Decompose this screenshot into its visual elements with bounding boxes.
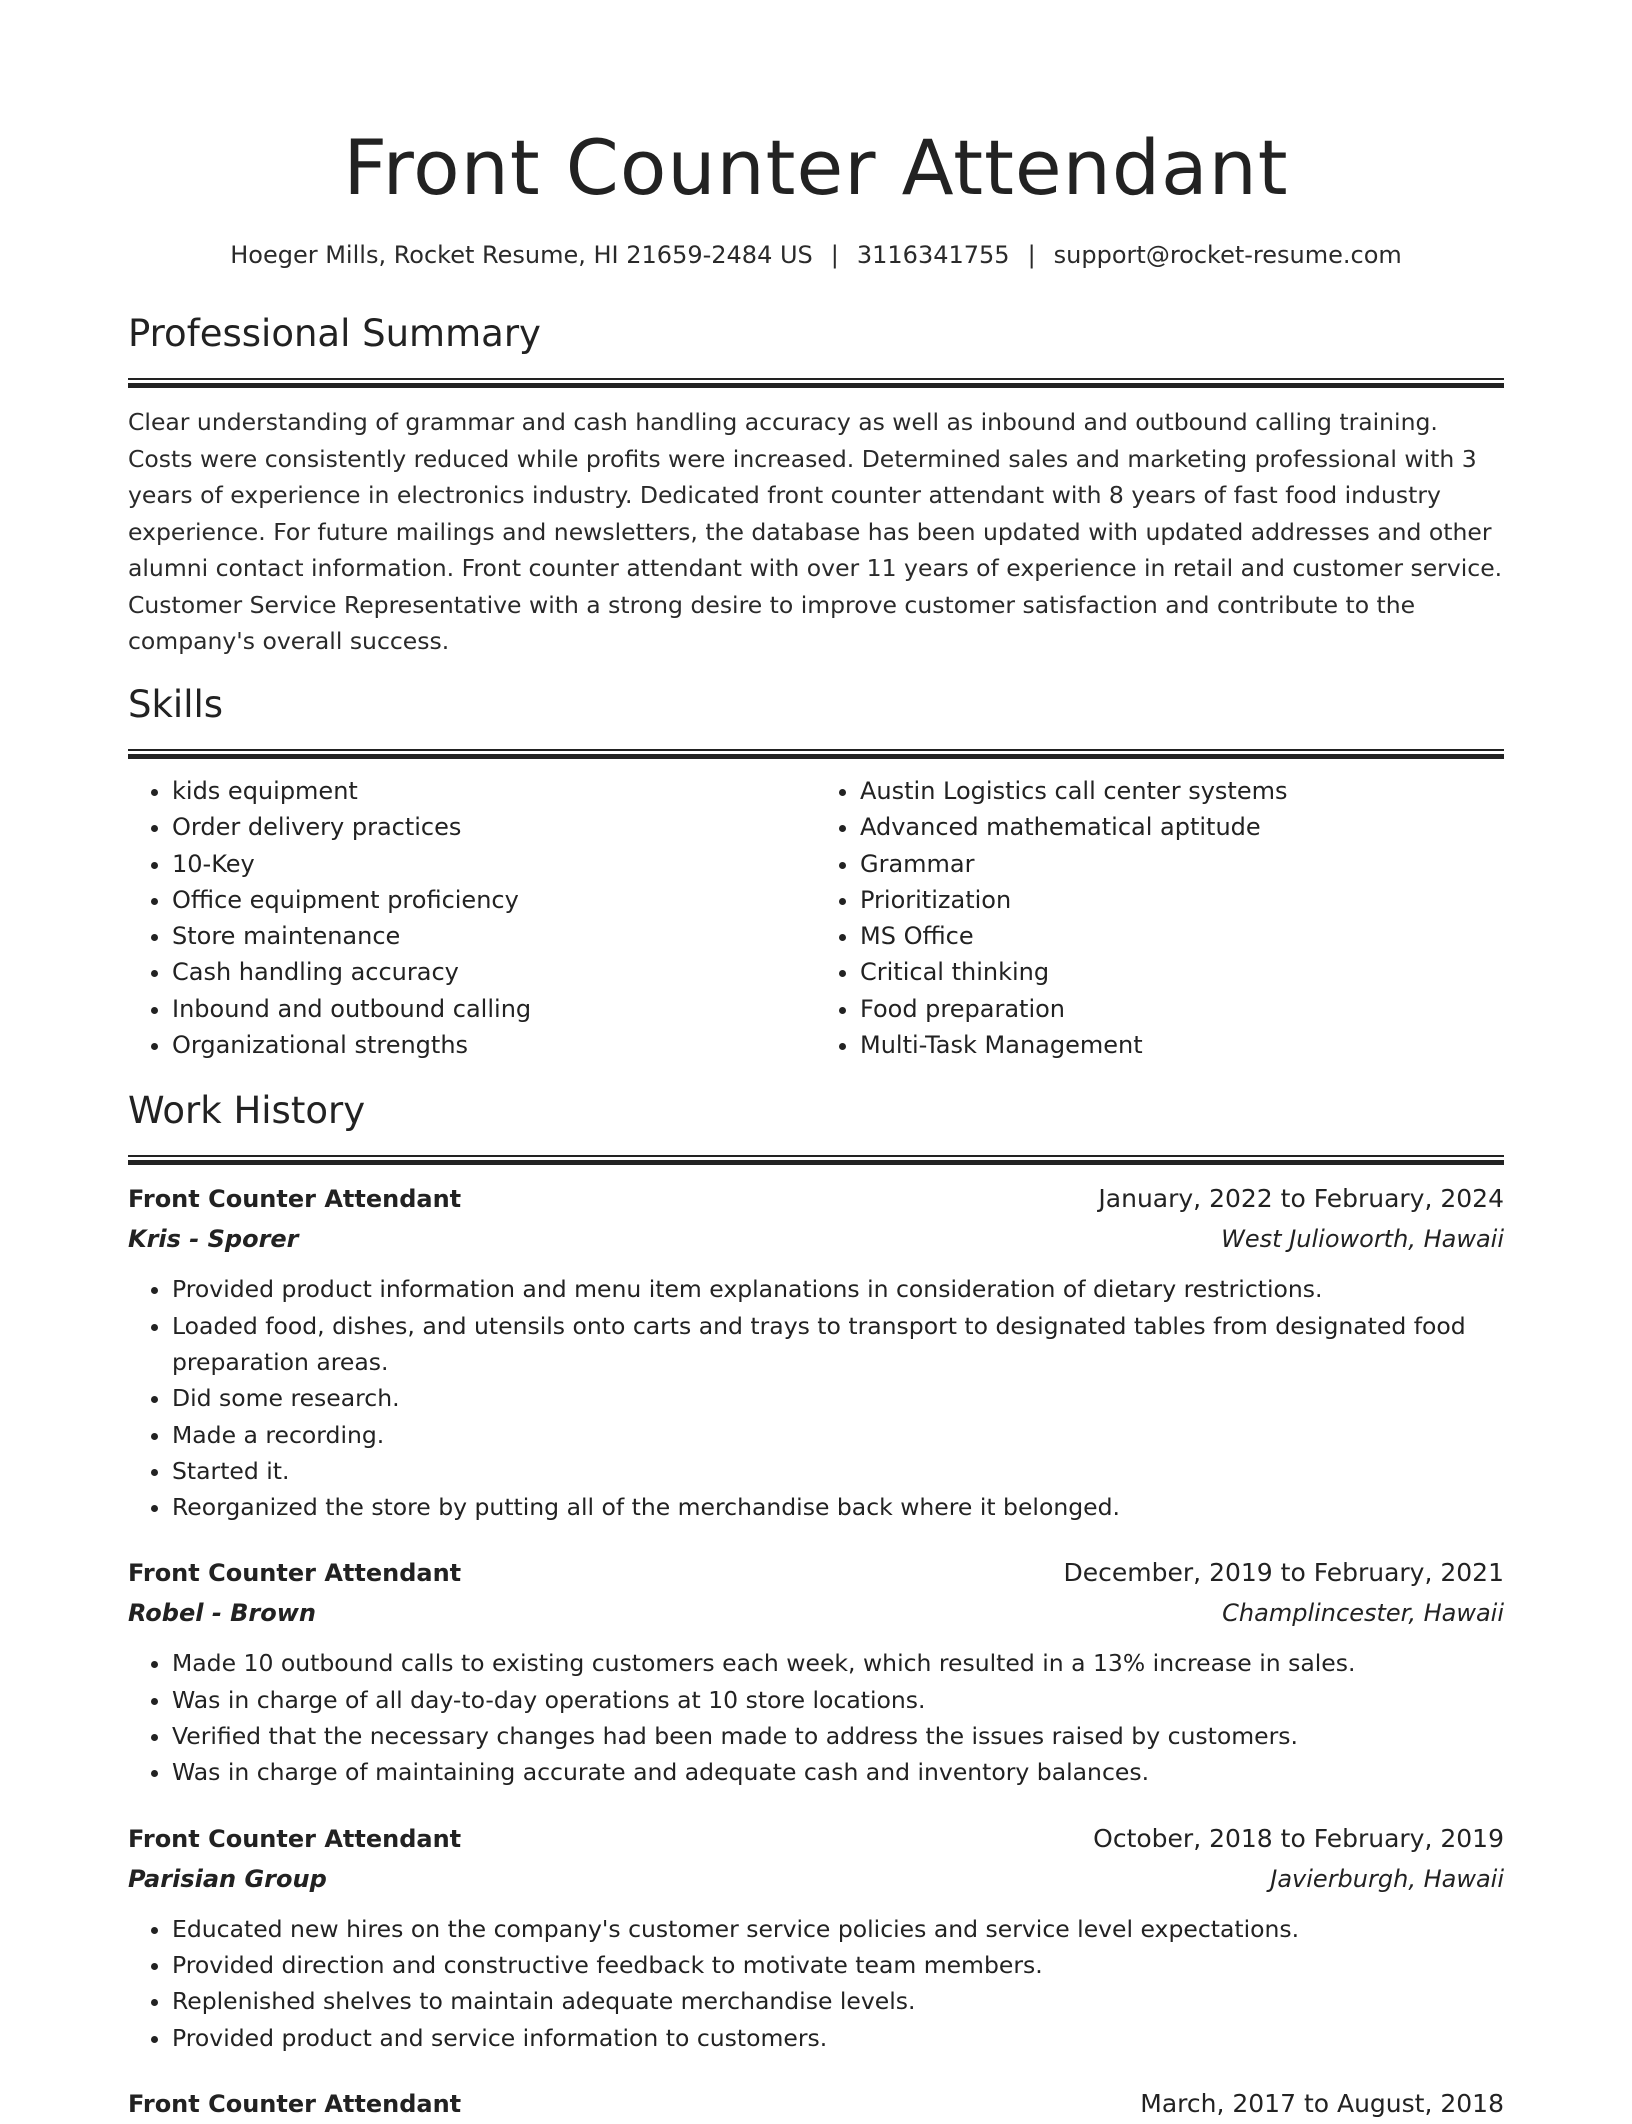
skill-item: • Grammar: [860, 846, 1504, 882]
job-bullet: • Was in charge of maintaining accurate and adequate cash and inventory balances.: [172, 1754, 1504, 1790]
section-divider: [128, 378, 1504, 388]
skill-item: • Food preparation: [860, 991, 1504, 1027]
skill-item: • Austin Logistics call center systems: [860, 773, 1504, 809]
job-bullet: • Made 10 outbound calls to existing customers each week, which resulted in a 13% increase in sales.: [172, 1645, 1504, 1681]
job-company-row: [128, 1593, 1504, 1633]
job-bullet: • Did some research.: [172, 1380, 1504, 1416]
work-history-heading: Work History: [128, 1089, 366, 1133]
job-company: Robel - Brown: [128, 1599, 317, 1628]
job-location: Champlincester, Hawaii: [1222, 1599, 1504, 1628]
job-bullets: [128, 1271, 1504, 1525]
skill-item: • Order delivery practices: [172, 809, 816, 845]
job-entry: [128, 2084, 1504, 2124]
job-title: Front Counter Attendant: [128, 2089, 462, 2118]
contact-separator: |: [830, 241, 839, 269]
job-bullet: • Made a recording.: [172, 1417, 1504, 1453]
job-dates: January, 2022 to February, 2024: [1098, 1184, 1504, 1214]
contact-address: Hoeger Mills, Rocket Resume, HI 21659-2484 US: [230, 241, 813, 269]
job-company-row: [128, 1859, 1504, 1899]
job-title: Front Counter Attendant: [128, 1559, 462, 1588]
skill-item: • Critical thinking: [860, 954, 1504, 990]
job-dates: December, 2019 to February, 2021: [1063, 1558, 1504, 1588]
job-bullet: • Provided direction and constructive feedback to motivate team members.: [172, 1947, 1504, 1983]
skills-list-left: [128, 773, 816, 1063]
job-company: Parisian Group: [128, 1864, 327, 1893]
skill-item: • Prioritization: [860, 882, 1504, 918]
summary-text: Clear understanding of grammar and cash handling accuracy as well as inbound and outbound calling training. Costs were consistently reduced while profits were increased. Determined sales and marketing professional with 3 years of experience in electronics industry. Dedicated front counter attendant with 8 years of fast food industry experience. For future mailings and newsletters, the database has been updated with updated addresses and other alumni contact information. Front counter attendant with over 11 years of experience in retail and customer service. Customer Service Representative with a strong desire to improve customer satisfaction and contribute to the company's overall success.: [128, 408, 1503, 655]
section-divider: [128, 1155, 1504, 1165]
contact-phone: 3116341755: [856, 241, 1010, 269]
skill-item: • Inbound and outbound calling: [172, 991, 816, 1027]
job-header-row: [128, 1179, 1504, 1219]
skill-item: • Office equipment proficiency: [172, 882, 816, 918]
job-location: Javierburgh, Hawaii: [1270, 1864, 1504, 1893]
skill-item: • kids equipment: [172, 773, 816, 809]
job-bullet: • Started it.: [172, 1453, 1504, 1489]
skills-columns: [128, 773, 1504, 1063]
skill-item: • 10-Key: [172, 846, 816, 882]
job-bullet: • Provided product information and menu item explanations in consideration of dietary restrictions.: [172, 1271, 1504, 1307]
job-bullet: • Educated new hires on the company's customer service policies and service level expectations.: [172, 1911, 1504, 1947]
job-bullet: • Replenished shelves to maintain adequate merchandise levels.: [172, 1983, 1504, 2019]
contact-line: [128, 238, 1504, 272]
job-bullet: • Verified that the necessary changes had been made to address the issues raised by customers.: [172, 1718, 1504, 1754]
job-company: Kris - Sporer: [128, 1225, 299, 1254]
job-bullet: • Was in charge of all day-to-day operations at 10 store locations.: [172, 1682, 1504, 1718]
resume-name: Front Counter Attendant: [343, 123, 1289, 212]
job-company-row: [128, 1219, 1504, 1259]
job-title: Front Counter Attendant: [128, 1824, 462, 1853]
summary-heading: Professional Summary: [128, 312, 541, 355]
job-entry: [128, 1179, 1504, 1525]
section-divider: [128, 749, 1504, 759]
job-bullet: • Provided product and service information to customers.: [172, 2020, 1504, 2056]
job-bullet: • Loaded food, dishes, and utensils onto carts and trays to transport to designated tables from designated food preparation areas.: [172, 1308, 1504, 1381]
job-dates: March, 2017 to August, 2018: [1140, 2088, 1504, 2118]
job-title: Front Counter Attendant: [128, 1185, 462, 1214]
job-dates: October, 2018 to February, 2019: [1093, 1823, 1504, 1853]
job-bullets: [128, 1911, 1504, 2056]
contact-email: support@rocket-resume.com: [1053, 241, 1402, 269]
skills-heading: Skills: [128, 683, 224, 726]
job-header-row: [128, 1819, 1504, 1859]
job-entry: [128, 1553, 1504, 1790]
job-bullet: • Reorganized the store by putting all of the merchandise back where it belonged.: [172, 1489, 1504, 1525]
job-entry: [128, 1819, 1504, 2056]
skill-item: • Cash handling accuracy: [172, 954, 816, 990]
skills-section: [128, 683, 1504, 1063]
skill-item: • Multi-Task Management: [860, 1027, 1504, 1063]
summary-section: [128, 312, 1504, 660]
work-history-section: [128, 1089, 1504, 2123]
contact-separator: |: [1027, 241, 1036, 269]
job-header-row: [128, 1553, 1504, 1593]
job-location: West Julioworth, Hawaii: [1221, 1225, 1504, 1254]
skills-list-right: [816, 773, 1504, 1063]
job-header-row: [128, 2084, 1504, 2124]
skill-item: • MS Office: [860, 918, 1504, 954]
skill-item: • Advanced mathematical aptitude: [860, 809, 1504, 845]
job-bullets: [128, 1645, 1504, 1790]
skill-item: • Store maintenance: [172, 918, 816, 954]
skill-item: • Organizational strengths: [172, 1027, 816, 1063]
